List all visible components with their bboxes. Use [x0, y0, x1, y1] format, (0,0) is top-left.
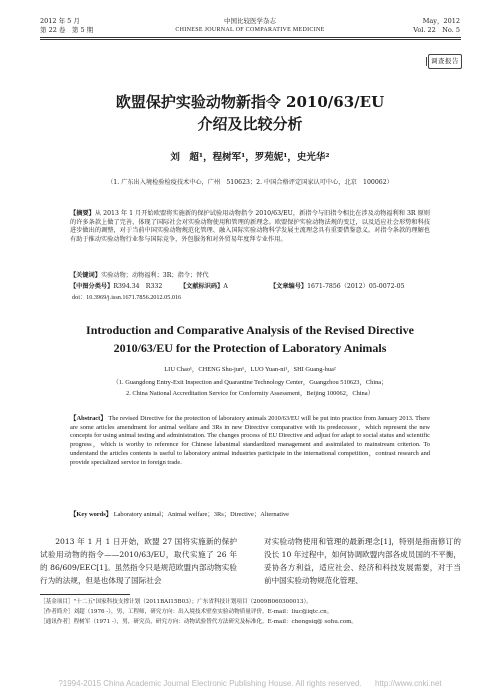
affiliations-cn: （1. 广东出入境检验检疫技术中心，广州 510623；2. 中国合格评定国家认可中心，北京 100062）: [107, 179, 393, 186]
abstract-en: [70, 415, 430, 467]
article-number-label: 【文章编号】: [270, 283, 308, 290]
document-code: [180, 283, 228, 292]
cnki-watermark: [0, 679, 500, 688]
header-month-en: May，2012: [422, 17, 460, 25]
footnote-corresponding: ［通讯作者］程树军（1971 -），男，研究员，研究方向：动物试验替代方法研究及标准化。E-mail：chengsiq@ sohu.com。: [40, 619, 358, 625]
footnote-funding: ［基金项目］"十二五"国家科技支撑计划（2011BAI15B03）；广东省科技计划项目（2009B060300013）。: [40, 599, 312, 605]
classification-label: 【中图分类号】: [70, 283, 114, 290]
abstract-cn-text: 从 2013 年 1 月开始欧盟将实施新的保护试验用动物指令 2010/63/EU，新指令与旧指令相比在涉及动物福利和 3R 原则的许多条款上做了完善，体现了国际社会对实验动物使用和管理的新理念。欧盟保护实验动物法规的变迁，以及适应社会形势和科技进步做出的调整，对于当前中国实验动物规范化管理、融入国际实验动物科学发展主流理念具有重要借鉴意义。对指令条款的理解也有助于推动实验动物行业参与国际竞争，外包服务和对外贸易年度拜专业作用。: [70, 210, 430, 243]
keywords-en: [70, 511, 289, 520]
header-volume-en: Vol. 22 No. 5: [413, 26, 460, 34]
title-cn-line1: 欧盟保护实验动物新指令 2010/63/EU: [115, 93, 385, 111]
watermark-copyright: ?1994-2015 China Academic Journal Electronic Publishing House. All rights reserved.: [58, 679, 362, 688]
doi: doi：10.3969/j.issn.1671.7856.2012.05.016: [72, 294, 182, 301]
abstract-en-label: 【Abstract】: [70, 415, 107, 422]
header-volume: 第 22 卷 第 5 期: [40, 26, 94, 34]
keywords-cn: [70, 272, 209, 281]
title-cn-line2: 介绍及比较分析: [197, 115, 303, 133]
keywords-cn-label: 【关键词】: [70, 272, 101, 279]
header-journal-cn: 中国比较医学杂志: [224, 17, 276, 25]
abstract-en-text: The revised Directive for the protection of laboratory animals 2010/63/EU will be put into practice from January 2013. There are some articles amendment for animal welfare and 3Rs in new Directive comparative with its predecessor，which represent the new concepts for using animal testing and administration. The changes process of EU Directive and adjust for adapt to social status and scientific progress，which is worthy to reference for Chinese labanimal standardized management and assimilated to mainstream criterion. To understand the articles contents is useful to laboratory animal industries participate in the international competition，contrast research and provide specialized service in foreign trade.: [70, 415, 430, 466]
section-badge: 调查报告: [428, 54, 462, 69]
article-number: [270, 283, 405, 292]
title-en-line1: Introduction and Comparative Analysis of the Revised Directive: [86, 323, 414, 337]
classification-value: R394.34 R332: [113, 283, 163, 290]
header-rule: [40, 37, 461, 38]
footnote-rule: [40, 594, 130, 595]
header-journal-en: CHINESE JOURNAL OF COMPARATIVE MEDICINE: [175, 27, 325, 33]
document-code-label: 【文献标识码】: [180, 283, 224, 290]
title-en-line2: 2010/63/EU for the Protection of Laboratory Animals: [113, 341, 387, 355]
document-code-value: A: [223, 283, 228, 290]
abstract-cn-label: 【摘要】: [70, 210, 95, 217]
header-rule-2: [40, 39, 461, 40]
keywords-cn-text: 实验动物；动物福利；3R；指令；替代: [100, 272, 209, 279]
article-number-value: 1671-7856（2012）05-0072-05: [307, 283, 405, 290]
affiliations-en-line1: （1. Guangdong Entry-Exit Inspection and Quarantine Technology Center，Guangzhou 510623，China；: [112, 379, 388, 386]
footnote-author: ［作者简介］刘超（1976 -），男，工程师，研究方向：出入境技术壁垒实验动物质量评价。E-mail：liuc@iqtc.cn。: [40, 609, 333, 615]
keywords-en-label: 【Key words】: [70, 511, 113, 518]
abstract-cn: [70, 210, 430, 244]
classification-cn: [70, 283, 162, 292]
authors-cn: 刘 超¹，程树军¹，罗苑妮¹，史光华²: [170, 152, 330, 163]
header-date: 2012 年 5 月: [40, 17, 80, 25]
authors-en: LIU Chao¹，CHENG Shu-jun¹，LUO Yuan-ni¹，SHI Guang-hua²: [164, 366, 336, 373]
watermark-url: http://www.cnki.net: [374, 679, 442, 688]
affiliations-en-line2: 2. China National Accreditation Service for Conformity Assessment，Beijing 100062，China）: [126, 390, 374, 397]
keywords-en-text: Laboratory animal；Animal welfare；3Rs；Directive；Alternative: [113, 511, 290, 518]
body-column-right: 对实验动物使用和管理的最新理念[1]，特别是指南修订的没长 10 年过程中，如何协调欧盟内部各成员国的不平衡，妥协各方利益，适应社会、经济和科技发展需要，对于当前中国实验动物规范化管理、: [264, 537, 461, 585]
body-column-left: 2013 年 1 月 1 日开始，欧盟 27 国将实施新的保护试验用动物的指令——2010/63/EU，取代实施了 26 年的 86/609/EEC[1]。虽然指令只是规范欧盟内部动物实验行为的法规，但是也体现了国际社会: [40, 537, 237, 585]
